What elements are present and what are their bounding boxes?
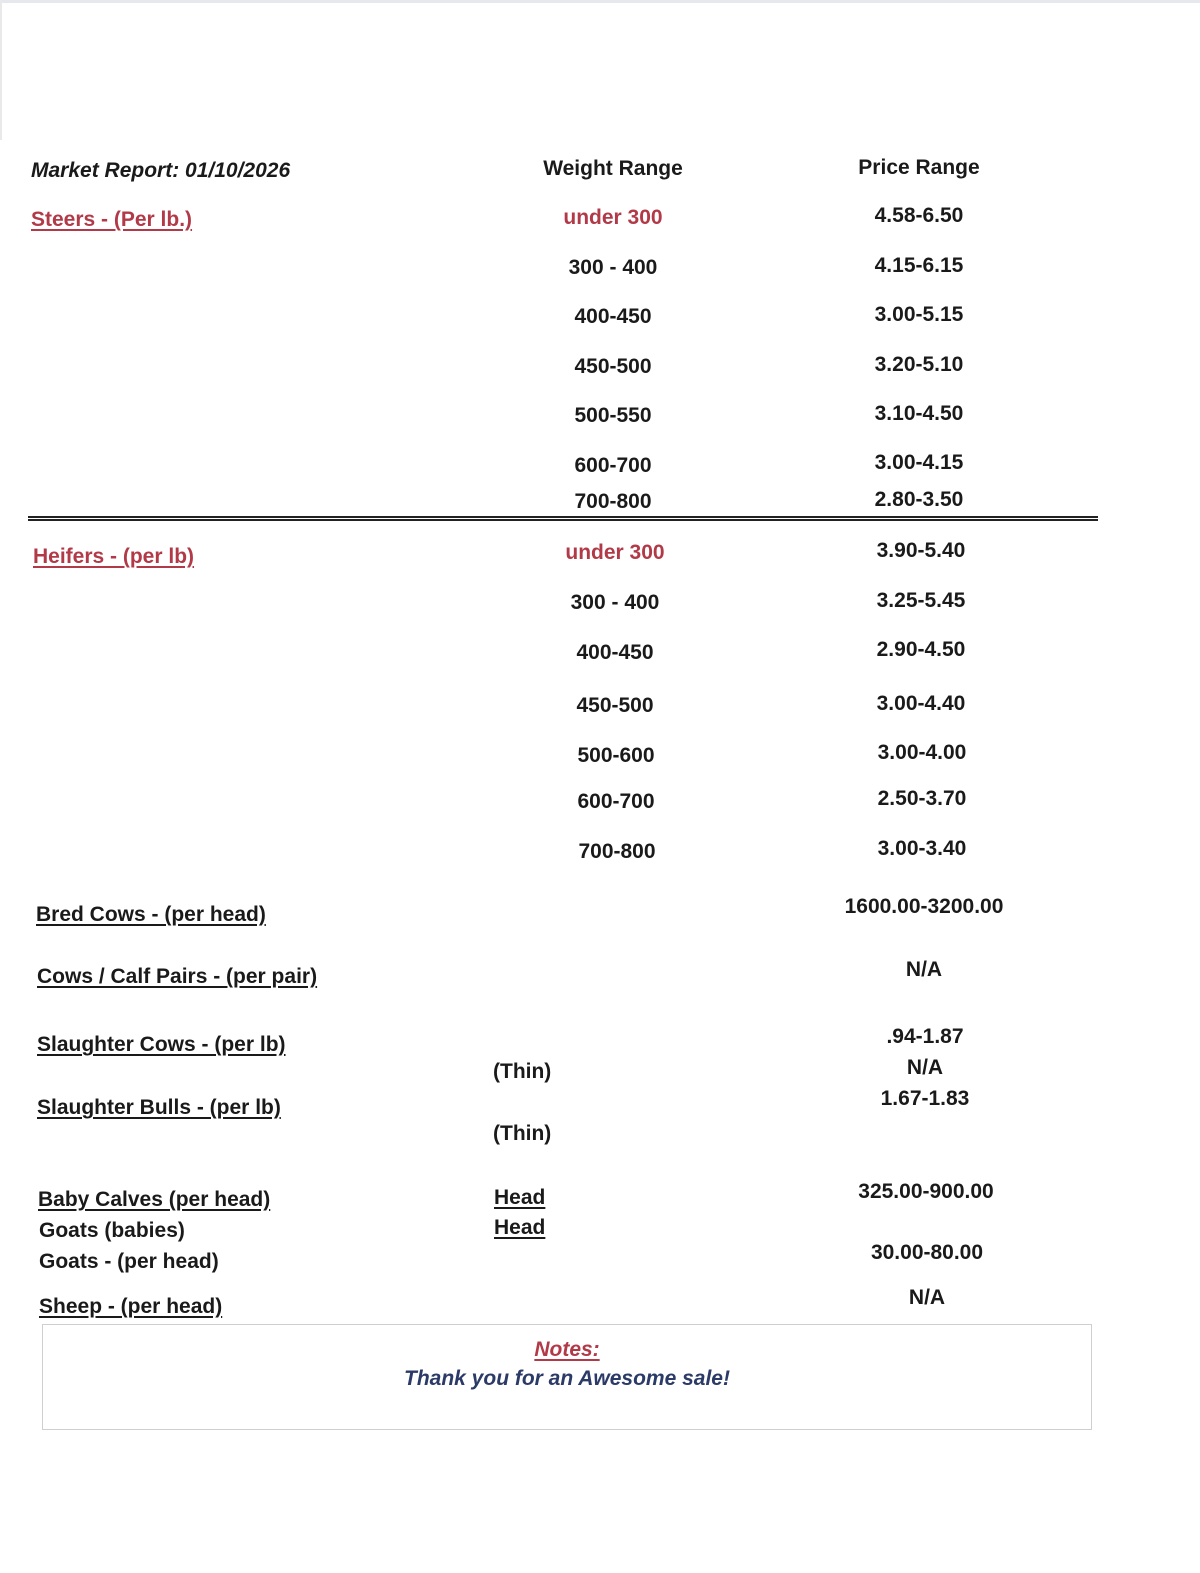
report-title: Market Report: 01/10/2026 <box>31 159 291 182</box>
goats-label: Goats - (per head) <box>39 1250 219 1273</box>
steers-price-7: 2.80-3.50 <box>874 488 964 511</box>
slaughter-bulls-thin-label: (Thin) <box>493 1122 552 1145</box>
cow-calf-pairs-price: N/A <box>905 958 943 981</box>
steers-price-6: 3.00-4.15 <box>874 451 964 474</box>
steers-label: Steers - (Per lb.) <box>31 208 193 231</box>
steers-weight-2: 300 - 400 <box>568 256 658 279</box>
slaughter-cows-price: .94-1.87 <box>886 1025 964 1048</box>
steers-weight-7: 700-800 <box>574 490 652 513</box>
slaughter-cows-label: Slaughter Cows - (per lb) <box>37 1033 286 1056</box>
steers-weight-3: 400-450 <box>574 305 652 328</box>
heifers-weight-2: 300 - 400 <box>570 591 660 614</box>
notes-title: Notes: <box>534 1338 600 1361</box>
goats-babies-label: Goats (babies) <box>39 1219 185 1242</box>
slaughter-bulls-price: 1.67-1.83 <box>880 1087 970 1110</box>
steers-price-4: 3.20-5.10 <box>874 353 964 376</box>
weight-range-header: Weight Range <box>543 157 683 180</box>
steers-price-5: 3.10-4.50 <box>874 402 964 425</box>
baby-calves-unit: Head <box>494 1186 546 1209</box>
goats-babies-unit: Head <box>494 1216 546 1239</box>
heifers-price-6: 2.50-3.70 <box>877 787 967 810</box>
baby-calves-price: 325.00-900.00 <box>858 1180 994 1203</box>
notes-text: Thank you for an Awesome sale! <box>404 1367 730 1390</box>
bred-cows-label: Bred Cows - (per head) <box>36 903 266 926</box>
heifers-price-3: 2.90-4.50 <box>876 638 966 661</box>
heifers-weight-3: 400-450 <box>576 641 654 664</box>
heifers-price-4: 3.00-4.40 <box>876 692 966 715</box>
steers-weight-1: under 300 <box>563 206 663 229</box>
scan-left-edge <box>0 0 2 140</box>
steers-price-3: 3.00-5.15 <box>874 303 964 326</box>
heifers-weight-6: 600-700 <box>577 790 655 813</box>
steers-weight-6: 600-700 <box>574 454 652 477</box>
steers-weight-4: 450-500 <box>574 355 652 378</box>
heifers-weight-1: under 300 <box>565 541 665 564</box>
scan-top-edge <box>0 0 1200 3</box>
sheep-price: N/A <box>908 1286 946 1309</box>
steers-price-1: 4.58-6.50 <box>874 204 964 227</box>
steers-price-2: 4.15-6.15 <box>874 254 964 277</box>
baby-calves-label: Baby Calves (per head) <box>38 1188 271 1211</box>
heifers-weight-5: 500-600 <box>577 744 655 767</box>
heifers-weight-7: 700-800 <box>578 840 656 863</box>
heifers-price-5: 3.00-4.00 <box>877 741 967 764</box>
heifers-label: Heifers - (per lb) <box>33 545 195 568</box>
heifers-price-7: 3.00-3.40 <box>877 837 967 860</box>
steers-weight-5: 500-550 <box>574 404 652 427</box>
price-range-header: Price Range <box>858 156 980 179</box>
sheep-label: Sheep - (per head) <box>39 1295 223 1318</box>
goats-price: 30.00-80.00 <box>870 1241 984 1264</box>
bred-cows-price: 1600.00-3200.00 <box>844 895 1004 918</box>
cow-calf-pairs-label: Cows / Calf Pairs - (per pair) <box>37 965 318 988</box>
slaughter-bulls-label: Slaughter Bulls - (per lb) <box>37 1096 281 1119</box>
slaughter-cows-thin-label: (Thin) <box>493 1060 552 1083</box>
heifers-price-2: 3.25-5.45 <box>876 589 966 612</box>
section-divider <box>28 516 1098 521</box>
heifers-weight-4: 450-500 <box>576 694 654 717</box>
slaughter-cows-thin-price: N/A <box>906 1056 944 1079</box>
heifers-price-1: 3.90-5.40 <box>876 539 966 562</box>
